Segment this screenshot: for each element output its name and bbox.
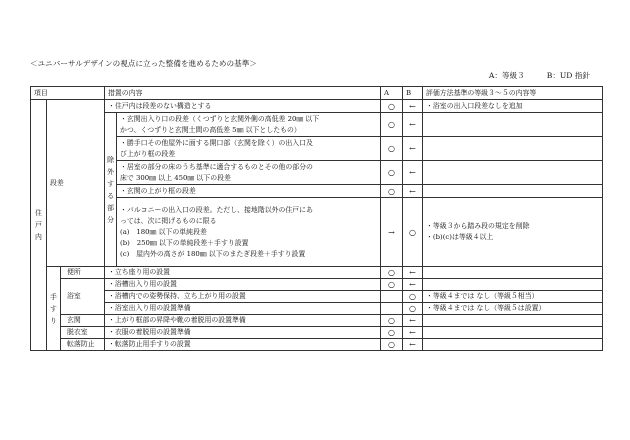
bathroom-label: 浴室 (61, 279, 105, 315)
table-row: ・バルコニーの出入口の段差。ただし、接地階以外の住戸にあ っては、次に掲げるものに限る (a) 180㎜ 以下の単純段差 (b) 250㎜ 以下の単純段差＋手すり設置 (c) 屋内外の高さが 180㎜ 以下のまたぎ段差＋手すり設置 → ○ ・等級３から踏み段の規定を削除 ・(b)(c)は等級４以上 (31, 198, 603, 267)
table-row: 転落防止 ・転落防止用手すりの設置 ○ ← (31, 339, 603, 351)
header-measures: 措置の内容 (105, 87, 381, 100)
cell-measure: ・浴室出入り用の設置準備 (105, 303, 381, 315)
table-row: ・玄関の上がり框の段差 ○ ← (31, 185, 603, 198)
cell-note: ・浴室の出入口段差なしを追加 (423, 100, 603, 113)
table-row: 除 外 す る 部 分 ・玄関出入り口の段差（くつずりと玄関外側の高低差 20㎜ 以下 かつ、くつずりと玄関土間の高低差 5㎜ 以下としたもの） ○ ← (31, 113, 603, 137)
cell-measure: ・浴槽出入り用の設置 (105, 279, 381, 291)
cell-measure: ・勝手口その他屋外に面する開口部（玄関を除く）の出入口及 び上がり框の段差 (117, 137, 381, 161)
standards-table (30, 86, 603, 351)
cell-measure: ・浴槽内での姿勢保持、立ち上がり用の設置 (105, 291, 381, 303)
cell-note: ・等級４までは なし（等級５は設置） (423, 303, 603, 315)
table-row: ・居室の部分の床のうち基準に適合するものとその他の部分の 床で 300㎜ 以上 450㎜ 以下の段差 ○ ← (31, 161, 603, 185)
legend-a: A：等級３ (488, 71, 525, 80)
fall-prevention-label: 転落防止 (61, 339, 105, 351)
header-a: A (381, 87, 403, 100)
legend-b: B：UD 指針 (546, 71, 590, 80)
table-row: ・浴室出入り用の設置準備 ○ ・等級４までは なし（等級５は設置） (31, 303, 603, 315)
exception-label: 除 外 す る 部 分 (105, 113, 117, 267)
table-row: 住 戸 内 段差 ・住戸内は段差のない構造とする ○ ← ・浴室の出入口段差なしを追加 (31, 100, 603, 113)
table-row: 玄関 ・上がり框部の昇降や靴の着脱用の設置準備 ○ ← (31, 315, 603, 327)
cell-measure: ・上がり框部の昇降や靴の着脱用の設置準備 (105, 315, 381, 327)
header-evaluation: 評価方法基準の等級３～５の内容等 (423, 87, 603, 100)
header-item: 項目 (31, 87, 105, 100)
cell-measure: ・玄関出入り口の段差（くつずりと玄関外側の高低差 20㎜ 以下 かつ、くつずりと玄関土間の高低差 5㎜ 以下としたもの） (117, 113, 381, 137)
cell-measure: ・衣服の着脱用の設置準備 (105, 327, 381, 339)
cell-measure: ・立ち座り用の設置 (105, 267, 381, 279)
table-header-row (31, 87, 603, 100)
cell-measure: ・玄関の上がり框の段差 (117, 185, 381, 198)
handrail-label: 手 す り (47, 267, 61, 351)
cell-measure: ・住戸内は段差のない構造とする (105, 100, 381, 113)
cell-measure: ・居室の部分の床のうち基準に適合するものとその他の部分の 床で 300㎜ 以上 450㎜ 以下の段差 (117, 161, 381, 185)
table-row: ・勝手口その他屋外に面する開口部（玄関を除く）の出入口及 び上がり框の段差 ○ ← (31, 137, 603, 161)
area-label: 住 戸 内 (31, 100, 47, 351)
table-row: 脱衣室 ・衣服の着脱用の設置準備 ○ ← (31, 327, 603, 339)
cell-measure: ・転落防止用手すりの設置 (105, 339, 381, 351)
table-row: 手 す り 便所 ・立ち座り用の設置 ○ ← (31, 267, 603, 279)
cell-measure: ・バルコニーの出入口の段差。ただし、接地階以外の住戸にあ っては、次に掲げるものに限る (a) 180㎜ 以下の単純段差 (b) 250㎜ 以下の単純段差＋手すり設置 (c) 屋内外の高さが 180㎜ 以下のまたぎ段差＋手すり設置 (117, 198, 381, 267)
entrance-label: 玄関 (61, 315, 105, 327)
table-row: 浴室 ・浴槽出入り用の設置 ○ ← (31, 279, 603, 291)
cell-note: ・等級４までは なし（等級５相当） (423, 291, 603, 303)
header-b: B (403, 87, 423, 100)
cell-note: ・等級３から踏み段の規定を削除 ・(b)(c)は等級４以上 (423, 198, 603, 267)
toilet-label: 便所 (61, 267, 105, 279)
document-title: ＜ユニバーサルデザインの視点に立った整備を進めるための基準＞ (30, 59, 257, 68)
dressing-label: 脱衣室 (61, 327, 105, 339)
table-row: ・浴槽内での姿勢保持、立ち上がり用の設置 ○ ・等級４までは なし（等級５相当） (31, 291, 603, 303)
step-label: 段差 (47, 100, 105, 267)
legend (489, 70, 590, 81)
